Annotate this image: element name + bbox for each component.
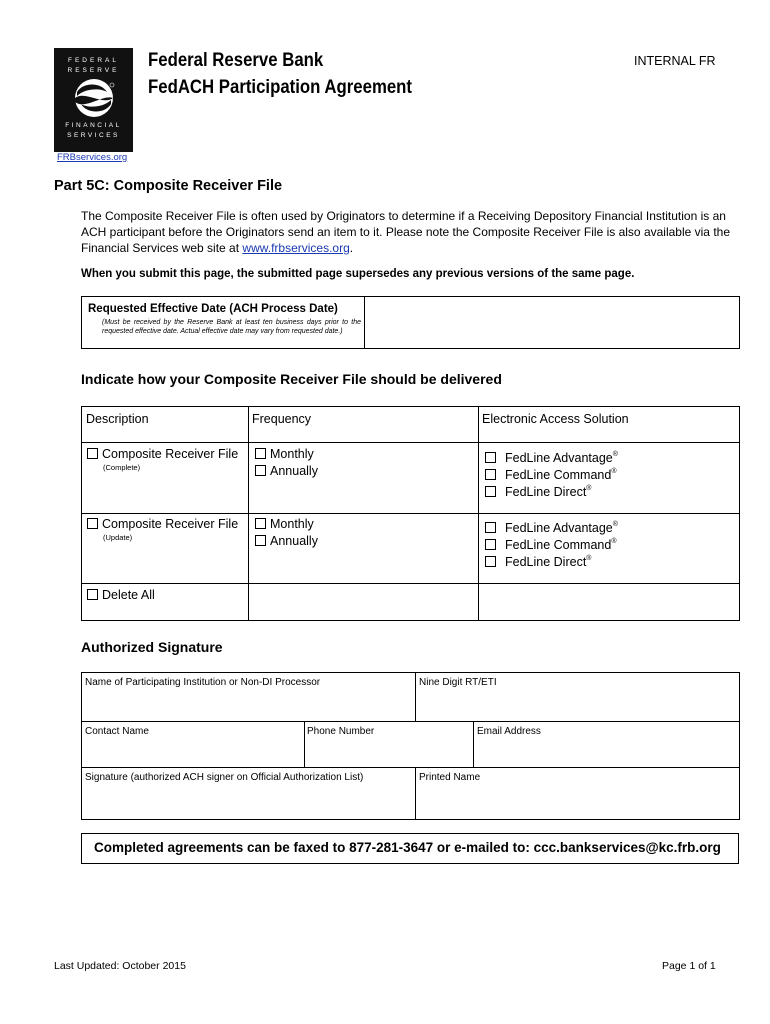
checkbox-icon[interactable] — [255, 518, 266, 529]
checkbox-icon[interactable] — [485, 452, 496, 463]
complete-fedline-direct-checkbox[interactable] — [485, 480, 591, 501]
registered-mark: ® — [611, 538, 617, 545]
logo-top-text — [54, 56, 133, 76]
update-annually-checkbox[interactable] — [255, 533, 318, 550]
access-label: FedLine Command — [505, 538, 612, 552]
frequency-label: Monthly — [270, 517, 314, 531]
registered-mark: ® — [612, 521, 618, 528]
logo-text-services: SERVICES — [67, 132, 120, 139]
phone-number-field[interactable]: Phone Number — [307, 726, 375, 737]
page-title — [148, 47, 412, 101]
swirl-logo-icon — [71, 78, 117, 118]
frb-logo — [54, 48, 133, 152]
update-monthly-checkbox[interactable] — [255, 516, 314, 533]
part-heading: Part 5C: Composite Receiver File — [54, 178, 283, 194]
access-label: FedLine Command — [505, 468, 612, 482]
email-address-field[interactable]: Email Address — [477, 726, 541, 737]
printed-name-field[interactable]: Printed Name — [419, 772, 481, 783]
signature-field[interactable]: Signature (authorized ACH signer on Official Authorization List) — [85, 772, 364, 783]
checkbox-icon[interactable] — [485, 522, 496, 533]
delete-all-checkbox[interactable] — [87, 587, 155, 604]
registered-mark: ® — [611, 468, 617, 475]
page-number: Page 1 of 1 — [662, 960, 716, 972]
effective-date-label: Requested Effective Date (ACH Process Date) — [88, 303, 338, 315]
row-qualifier: (Complete) — [103, 463, 141, 472]
complete-annually-checkbox[interactable] — [255, 463, 318, 480]
access-label: FedLine Direct — [505, 555, 587, 569]
checkbox-icon[interactable] — [255, 465, 266, 476]
internal-label: INTERNAL FR — [634, 54, 716, 68]
signature-table — [81, 672, 740, 820]
update-fedline-direct-checkbox[interactable] — [485, 550, 591, 571]
frbservices-link[interactable]: FRBservices.org — [57, 152, 128, 163]
title-line-2: FedACH Participation Agreement — [148, 76, 413, 98]
intro-paragraph — [81, 208, 731, 256]
complete-monthly-checkbox[interactable] — [255, 446, 314, 463]
checkbox-icon[interactable] — [485, 556, 496, 567]
delivery-table — [81, 406, 740, 621]
logo-text-federal: FEDERAL — [68, 57, 119, 64]
submission-instructions: Completed agreements can be faxed to 877-281-3647 or e-mailed to: ccc.bankservices@kc.frb.org — [94, 840, 721, 855]
checkbox-icon[interactable] — [87, 448, 98, 459]
intro-end: . — [349, 241, 354, 255]
effective-date-label-cell — [82, 297, 365, 348]
frequency-label: Monthly — [270, 447, 314, 461]
frequency-label: Annually — [270, 534, 318, 548]
access-label: FedLine Advantage — [505, 451, 613, 465]
composite-complete-checkbox[interactable] — [87, 446, 238, 463]
checkbox-icon[interactable] — [485, 469, 496, 480]
row-description: Composite Receiver File — [102, 447, 239, 461]
checkbox-icon[interactable] — [87, 589, 98, 600]
row-qualifier: (Update) — [103, 533, 133, 542]
institution-name-field[interactable]: Name of Participating Institution or Non-DI Processor — [85, 677, 321, 688]
supersede-notice: When you submit this page, the submitted page supersedes any previous versions of the same page. — [81, 268, 635, 280]
frequency-label: Annually — [270, 464, 318, 478]
effective-date-input[interactable] — [366, 297, 739, 348]
row-description: Delete All — [102, 588, 155, 602]
column-header-access: Electronic Access Solution — [482, 412, 629, 426]
title-line-1: Federal Reserve Bank — [148, 49, 324, 71]
frbservices-web-link[interactable]: www.frbservices.org — [242, 241, 350, 255]
signature-heading: Authorized Signature — [81, 639, 223, 655]
contact-name-field[interactable]: Contact Name — [85, 726, 149, 737]
column-header-frequency: Frequency — [252, 412, 312, 426]
intro-text: The Composite Receiver File is often used by Originators to determine if a Receiving Depository Financial Institution is an ACH participant before the Originators send an item to it. Please note the Composite Receiver File is also available via the Financial Services web site at — [81, 209, 730, 255]
registered-mark: ® — [586, 555, 592, 562]
last-updated: Last Updated: October 2015 — [54, 960, 186, 972]
registered-mark: ® — [612, 451, 618, 458]
submission-instructions-box — [81, 833, 739, 864]
logo-text-financial: FINANCIAL — [65, 122, 122, 129]
checkbox-icon[interactable] — [87, 518, 98, 529]
registered-mark: ® — [586, 485, 592, 492]
effective-date-note: (Must be received by the Reserve Bank at least ten business days prior to the requested effective date. Actual effective date may vary from requested date.) — [102, 319, 361, 335]
checkbox-icon[interactable] — [485, 539, 496, 550]
checkbox-icon[interactable] — [255, 448, 266, 459]
column-header-description: Description — [86, 412, 149, 426]
composite-update-checkbox[interactable] — [87, 516, 238, 533]
logo-bottom-text — [54, 121, 133, 141]
rt-eti-field[interactable]: Nine Digit RT/ETI — [419, 677, 497, 688]
checkbox-icon[interactable] — [255, 535, 266, 546]
delivery-heading: Indicate how your Composite Receiver File should be delivered — [81, 371, 502, 387]
checkbox-icon[interactable] — [485, 486, 496, 497]
access-label: FedLine Direct — [505, 485, 587, 499]
access-label: FedLine Advantage — [505, 521, 613, 535]
logo-text-reserve: RESERVE — [67, 67, 120, 74]
effective-date-box — [81, 296, 740, 349]
row-description: Composite Receiver File — [102, 517, 239, 531]
